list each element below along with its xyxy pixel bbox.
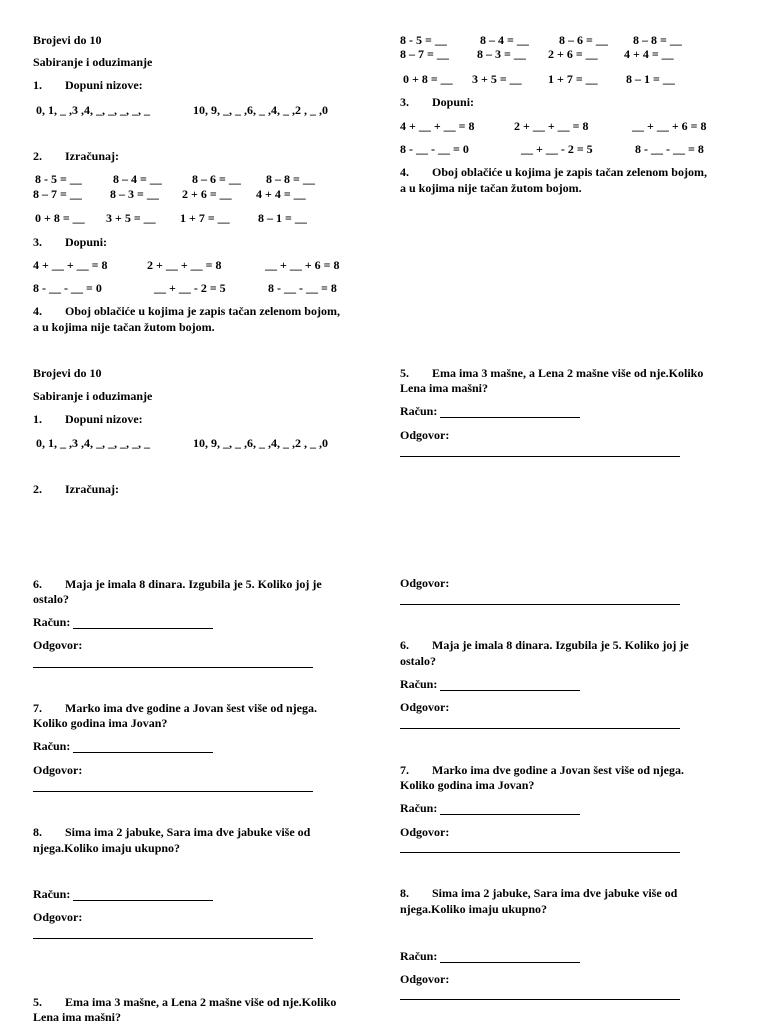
question-label: Izračunaj: — [65, 482, 119, 496]
question-6 — [33, 577, 322, 592]
racun-line[interactable] — [73, 900, 213, 901]
question-4 — [400, 165, 707, 180]
equation: 8 – 7 = __ — [400, 47, 449, 61]
fill-expression: __ + __ - 2 = 5 — [154, 281, 226, 295]
odgovor-label: Odgovor: — [400, 825, 450, 839]
sequence-descending: 10, 9, _, _ ,6, _ ,4, _ ,2 , _ ,0 — [193, 436, 328, 450]
question-number: 1. — [33, 78, 42, 92]
odgovor-label: Odgovor: — [400, 428, 450, 442]
racun-label: Račun: — [33, 615, 71, 629]
question-7-line2: Koliko godina ima Jovan? — [400, 778, 535, 792]
question-number: 6. — [33, 577, 42, 591]
question-8 — [400, 886, 677, 901]
sequence-ascending: 0, 1, _ ,3 ,4, _, _, _, _, _ — [36, 436, 150, 450]
fill-expression: __ + __ + 6 = 8 — [632, 119, 707, 133]
racun-line[interactable] — [73, 752, 213, 753]
equation: 3 + 5 = __ — [472, 72, 522, 86]
fill-expression: 8 - __ - __ = 0 — [400, 142, 469, 156]
equation: 8 – 1 = __ — [626, 72, 675, 86]
question-5 — [33, 995, 336, 1010]
fill-expression: 2 + __ + __ = 8 — [514, 119, 589, 133]
question-number: 2. — [33, 482, 42, 496]
question-number: 1. — [33, 412, 42, 426]
odgovor-line[interactable] — [400, 456, 680, 457]
question-6-line2: ostalo? — [400, 654, 436, 668]
question-number: 4. — [33, 304, 42, 318]
odgovor-label: Odgovor: — [400, 972, 450, 986]
equation: 4 + 4 = __ — [624, 47, 674, 61]
racun-label: Račun: — [400, 677, 438, 691]
question-text: Maja je imala 8 dinara. Izgubila je 5. Koliko joj je — [65, 577, 322, 591]
equation: 8 – 3 = __ — [110, 187, 159, 201]
equation: 8 – 6 = __ — [192, 172, 241, 186]
odgovor-line[interactable] — [400, 728, 680, 729]
odgovor-label: Odgovor: — [33, 763, 83, 777]
question-8 — [33, 825, 310, 840]
question-text: Oboj oblačiće u kojima je zapis tačan zelenom bojom, — [432, 165, 707, 179]
question-text: Ema ima 3 mašne, a Lena 2 mašne više od nje.Koliko — [432, 366, 704, 380]
fill-expression: 4 + __ + __ = 8 — [400, 119, 475, 133]
question-number: 7. — [400, 763, 409, 777]
equation: 3 + 5 = __ — [106, 211, 156, 225]
question-label: Dopuni nizove: — [65, 78, 143, 92]
question-number: 2. — [33, 149, 42, 163]
question-1 — [33, 78, 143, 93]
question-label: Dopuni: — [432, 95, 475, 109]
racun-line[interactable] — [440, 814, 580, 815]
question-2 — [33, 149, 119, 164]
worksheet-title: Brojevi do 10 — [33, 366, 102, 380]
racun-label: Račun: — [400, 801, 438, 815]
equation: 2 + 6 = __ — [182, 187, 232, 201]
odgovor-label: Odgovor: — [400, 700, 450, 714]
question-8-line2: njega.Koliko imaju ukupno? — [400, 902, 548, 916]
equation: 8 – 3 = __ — [477, 47, 526, 61]
racun-label: Račun: — [400, 404, 438, 418]
question-3 — [400, 95, 474, 110]
question-label: Dopuni: — [65, 235, 108, 249]
odgovor-line[interactable] — [400, 604, 680, 605]
equation: 8 – 8 = __ — [633, 33, 682, 47]
odgovor-label: Odgovor: — [33, 910, 83, 924]
equation: 8 – 1 = __ — [258, 211, 307, 225]
question-4-line2: a u kojima nije tačan žutom bojom. — [33, 320, 215, 334]
equation: 8 – 7 = __ — [33, 187, 82, 201]
question-label: Dopuni nizove: — [65, 412, 143, 426]
sequence-descending: 10, 9, _, _ ,6, _ ,4, _ ,2 , _ ,0 — [193, 103, 328, 117]
question-text: Ema ima 3 mašne, a Lena 2 mašne više od nje.Koliko — [65, 995, 337, 1009]
question-number: 3. — [33, 235, 42, 249]
worksheet-title: Brojevi do 10 — [33, 33, 102, 47]
question-text: Marko ima dve godine a Jovan šest više od njega. — [65, 701, 317, 715]
question-number: 7. — [33, 701, 42, 715]
fill-expression: 8 - __ - __ = 0 — [33, 281, 102, 295]
question-1 — [33, 412, 143, 427]
odgovor-line[interactable] — [33, 938, 313, 939]
equation: 0 + 8 = __ — [35, 211, 85, 225]
racun-label: Račun: — [33, 739, 71, 753]
racun-line[interactable] — [440, 962, 580, 963]
odgovor-line[interactable] — [400, 852, 680, 853]
equation: 0 + 8 = __ — [403, 72, 453, 86]
racun-line[interactable] — [440, 690, 580, 691]
worksheet-subtitle: Sabiranje i oduzimanje — [33, 55, 153, 69]
sequence-ascending: 0, 1, _ ,3 ,4, _, _, _, _, _ — [36, 103, 150, 117]
fill-expression: __ + __ + 6 = 8 — [265, 258, 340, 272]
worksheet-subtitle: Sabiranje i oduzimanje — [33, 389, 153, 403]
question-label: Izračunaj: — [65, 149, 119, 163]
odgovor-label: Odgovor: — [400, 576, 450, 590]
equation: 1 + 7 = __ — [548, 72, 598, 86]
fill-expression: __ + __ - 2 = 5 — [521, 142, 593, 156]
odgovor-label: Odgovor: — [33, 638, 83, 652]
question-number: 3. — [400, 95, 409, 109]
question-5 — [400, 366, 703, 381]
fill-expression: 2 + __ + __ = 8 — [147, 258, 222, 272]
question-text: Oboj oblačiće u kojima je zapis tačan zelenom bojom, — [65, 304, 340, 318]
equation: 8 – 4 = __ — [480, 33, 529, 47]
equation: 1 + 7 = __ — [180, 211, 230, 225]
question-number: 4. — [400, 165, 409, 179]
equation: 8 - 5 = __ — [400, 33, 447, 47]
question-text: Marko ima dve godine a Jovan šest više od njega. — [432, 763, 684, 777]
equation: 8 - 5 = __ — [35, 172, 82, 186]
odgovor-line[interactable] — [33, 791, 313, 792]
question-4 — [33, 304, 340, 319]
equation: 2 + 6 = __ — [548, 47, 598, 61]
question-5-line2: Lena ima mašni? — [400, 381, 489, 395]
question-number: 6. — [400, 638, 409, 652]
question-6-line2: ostalo? — [33, 592, 69, 606]
question-8-line2: njega.Koliko imaju ukupno? — [33, 841, 181, 855]
question-number: 8. — [400, 886, 409, 900]
question-text: Sima ima 2 jabuke, Sara ima dve jabuke više od — [432, 886, 678, 900]
question-3 — [33, 235, 107, 250]
odgovor-line[interactable] — [400, 999, 680, 1000]
question-7 — [33, 701, 317, 716]
question-6 — [400, 638, 689, 653]
question-5-line2: Lena ima mašni? — [33, 1010, 122, 1024]
equation: 4 + 4 = __ — [256, 187, 306, 201]
racun-line[interactable] — [73, 628, 213, 629]
equation: 8 – 6 = __ — [559, 33, 608, 47]
equation: 8 – 4 = __ — [113, 172, 162, 186]
question-7 — [400, 763, 684, 778]
question-4-line2: a u kojima nije tačan žutom bojom. — [400, 181, 582, 195]
question-2 — [33, 482, 119, 497]
equation: 8 – 8 = __ — [266, 172, 315, 186]
question-number: 8. — [33, 825, 42, 839]
racun-label: Račun: — [400, 949, 438, 963]
odgovor-line[interactable] — [33, 667, 313, 668]
fill-expression: 8 - __ - __ = 8 — [268, 281, 337, 295]
question-number: 5. — [400, 366, 409, 380]
fill-expression: 4 + __ + __ = 8 — [33, 258, 108, 272]
question-7-line2: Koliko godina ima Jovan? — [33, 716, 168, 730]
question-number: 5. — [33, 995, 42, 1009]
fill-expression: 8 - __ - __ = 8 — [635, 142, 704, 156]
question-text: Sima ima 2 jabuke, Sara ima dve jabuke više od — [65, 825, 311, 839]
racun-line[interactable] — [440, 417, 580, 418]
question-text: Maja je imala 8 dinara. Izgubila je 5. Koliko joj je — [432, 638, 689, 652]
racun-label: Račun: — [33, 887, 71, 901]
